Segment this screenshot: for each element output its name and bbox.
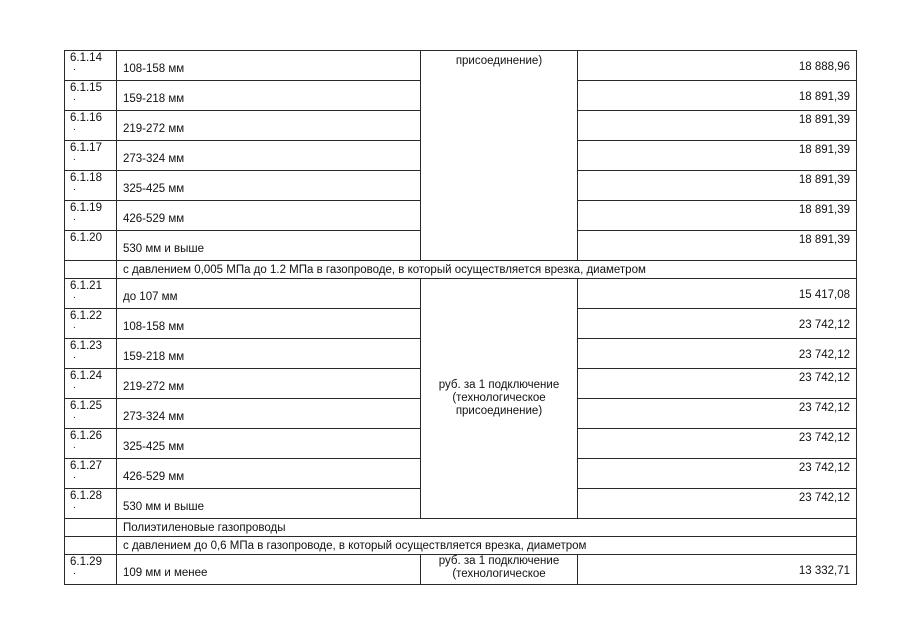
item-number-cell: 6.1.25 .: [65, 399, 117, 429]
section-subheader-row: [65, 261, 857, 279]
table-row: [65, 51, 857, 81]
item-number-cell: 6.1.21 .: [65, 279, 117, 309]
unit-cell: руб. за 1 подключение (технологическое присоединение): [421, 279, 578, 519]
diameter-cell: 530 мм и выше: [117, 489, 421, 519]
price-cell: 23 742,12: [578, 339, 857, 369]
diameter-cell: 273-324 мм: [117, 141, 421, 171]
item-number-cell: 6.1.26 .: [65, 429, 117, 459]
item-number-cell: 6.1.19 .: [65, 201, 117, 231]
item-number-cell: 6.1.15 .: [65, 81, 117, 111]
section-subheader: Полиэтиленовые газопроводы: [117, 519, 857, 537]
item-number-cell: 6.1.23 .: [65, 339, 117, 369]
diameter-cell: 108-158 мм: [117, 51, 421, 81]
price-cell: 18 891,39: [578, 141, 857, 171]
item-number-cell: 6.1.14 .: [65, 51, 117, 81]
price-cell: 23 742,12: [578, 309, 857, 339]
empty-number-cell: [65, 261, 117, 279]
price-cell: 23 742,12: [578, 369, 857, 399]
price-cell: 23 742,12: [578, 459, 857, 489]
price-cell: 23 742,12: [578, 489, 857, 519]
diameter-cell: 325-425 мм: [117, 171, 421, 201]
item-number-cell: 6.1.20: [65, 231, 117, 261]
unit-cell: присоединение): [421, 51, 578, 261]
item-number-cell: 6.1.18 .: [65, 171, 117, 201]
empty-number-cell: [65, 537, 117, 555]
diameter-cell: 325-425 мм: [117, 429, 421, 459]
item-number-cell: 6.1.17 .: [65, 141, 117, 171]
diameter-cell: 426-529 мм: [117, 459, 421, 489]
table-row: [65, 555, 857, 585]
diameter-cell: 219-272 мм: [117, 369, 421, 399]
section-subheader: с давлением до 0,6 МПа в газопроводе, в который осуществляется врезка, диаметром: [117, 537, 857, 555]
price-cell: 18 891,39: [578, 201, 857, 231]
section-subheader-row: [65, 519, 857, 537]
diameter-cell: 159-218 мм: [117, 81, 421, 111]
item-number-cell: 6.1.27 .: [65, 459, 117, 489]
diameter-cell: 426-529 мм: [117, 201, 421, 231]
price-cell: 15 417,08: [578, 279, 857, 309]
item-number-cell: 6.1.29 .: [65, 555, 117, 585]
price-cell: 18 891,39: [578, 231, 857, 261]
tariff-table: [64, 50, 857, 585]
diameter-cell: 273-324 мм: [117, 399, 421, 429]
price-cell: 18 891,39: [578, 171, 857, 201]
diameter-cell: до 107 мм: [117, 279, 421, 309]
diameter-cell: 159-218 мм: [117, 339, 421, 369]
price-cell: 18 891,39: [578, 81, 857, 111]
unit-cell: руб. за 1 подключение (технологическое: [421, 555, 578, 585]
item-number-cell: 6.1.22 .: [65, 309, 117, 339]
item-number-cell: 6.1.28 .: [65, 489, 117, 519]
price-cell: 23 742,12: [578, 429, 857, 459]
empty-number-cell: [65, 519, 117, 537]
table-row: [65, 279, 857, 309]
diameter-cell: 108-158 мм: [117, 309, 421, 339]
item-number-cell: 6.1.24 .: [65, 369, 117, 399]
price-cell: 18 888,96: [578, 51, 857, 81]
price-cell: 18 891,39: [578, 111, 857, 141]
price-cell: 13 332,71: [578, 555, 857, 585]
diameter-cell: 109 мм и менее: [117, 555, 421, 585]
section-subheader-row: [65, 537, 857, 555]
diameter-cell: 219-272 мм: [117, 111, 421, 141]
diameter-cell: 530 мм и выше: [117, 231, 421, 261]
item-number-cell: 6.1.16 .: [65, 111, 117, 141]
price-cell: 23 742,12: [578, 399, 857, 429]
section-subheader: с давлением 0,005 МПа до 1.2 МПа в газопроводе, в который осуществляется врезка, диаметром: [117, 261, 857, 279]
